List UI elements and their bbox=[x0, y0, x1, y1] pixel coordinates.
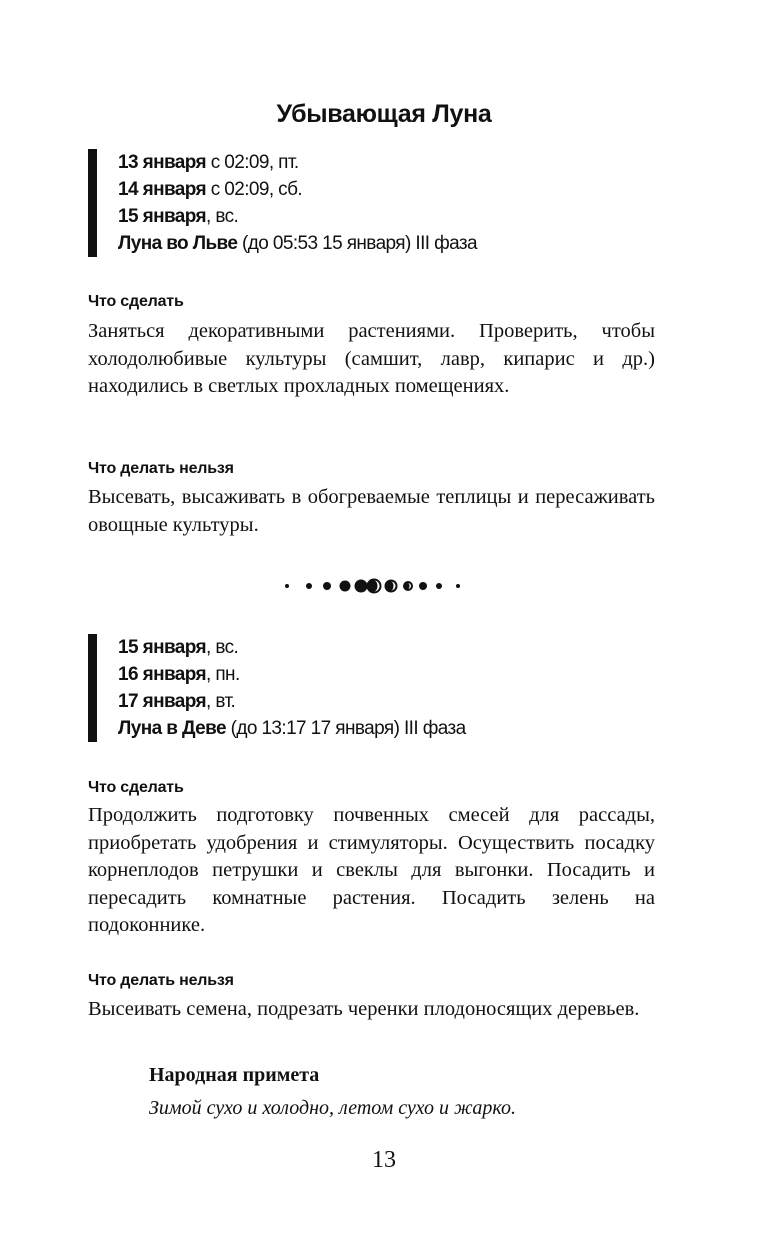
do-heading: Что сделать bbox=[88, 779, 184, 796]
date-line bbox=[118, 634, 466, 661]
folk-sign-title: Народная примета bbox=[149, 1064, 320, 1086]
date-bold: 13 января bbox=[118, 152, 207, 173]
date-bold: 14 января bbox=[118, 179, 207, 200]
dont-text: Высеивать семена, подрезать черенки плодоносящих деревьев. bbox=[88, 998, 640, 1020]
date-rest: с 02:09, пт. bbox=[206, 152, 299, 173]
date-line bbox=[118, 661, 466, 688]
date-line bbox=[118, 149, 477, 176]
date-rest: , пн. bbox=[206, 664, 240, 685]
date-line bbox=[118, 203, 477, 230]
date-block-2 bbox=[88, 634, 466, 742]
moon-phases-divider-icon bbox=[0, 576, 768, 596]
date-rest: с 02:09, сб. bbox=[206, 179, 303, 200]
date-rest: , вс. bbox=[206, 637, 239, 658]
moon-sign: Луна во Льве bbox=[118, 233, 238, 254]
page-number: 13 bbox=[372, 1147, 396, 1173]
date-block-1 bbox=[88, 149, 477, 257]
do-text: Продолжить подготовку почвенных смесей для рассады, приобретать удобрения и стимуляторы. Осуществить посадку корнеплодов петрушки и свеклы для выгонки. Посадить и пересадить комнатные растения. Посадить зелень на подоконнике. bbox=[88, 804, 655, 936]
moon-rest: (до 13:17 17 января) III фаза bbox=[225, 718, 466, 739]
date-line bbox=[118, 176, 477, 203]
date-bold: 15 января bbox=[118, 637, 207, 658]
date-rest: , вс. bbox=[206, 206, 239, 227]
date-bold: 15 января bbox=[118, 206, 207, 227]
do-heading: Что сделать bbox=[88, 293, 184, 310]
date-rest: , вт. bbox=[206, 691, 236, 712]
moon-sign: Луна в Деве bbox=[118, 718, 226, 739]
moon-sign-line bbox=[118, 715, 466, 742]
moon-rest: (до 05:53 15 января) III фаза bbox=[237, 233, 477, 254]
folk-sign-text: Зимой сухо и холодно, летом сухо и жарко. bbox=[149, 1097, 516, 1119]
dont-text: Высевать, высаживать в обогреваемые теплицы и пересаживать овощные культуры. bbox=[88, 486, 655, 536]
date-bold: 17 января bbox=[118, 691, 207, 712]
page-title: Убывающая Луна bbox=[276, 100, 492, 128]
date-bold: 16 января bbox=[118, 664, 207, 685]
do-text: Заняться декоративными растениями. Проверить, чтобы холодолюбивые культуры (самшит, лавр, кипарис и др.) находились в светлых прохладных помещениях. bbox=[88, 320, 655, 397]
moon-sign-line bbox=[118, 230, 477, 257]
dont-heading: Что делать нельзя bbox=[88, 460, 234, 477]
dont-heading: Что делать нельзя bbox=[88, 972, 234, 989]
date-line bbox=[118, 688, 466, 715]
